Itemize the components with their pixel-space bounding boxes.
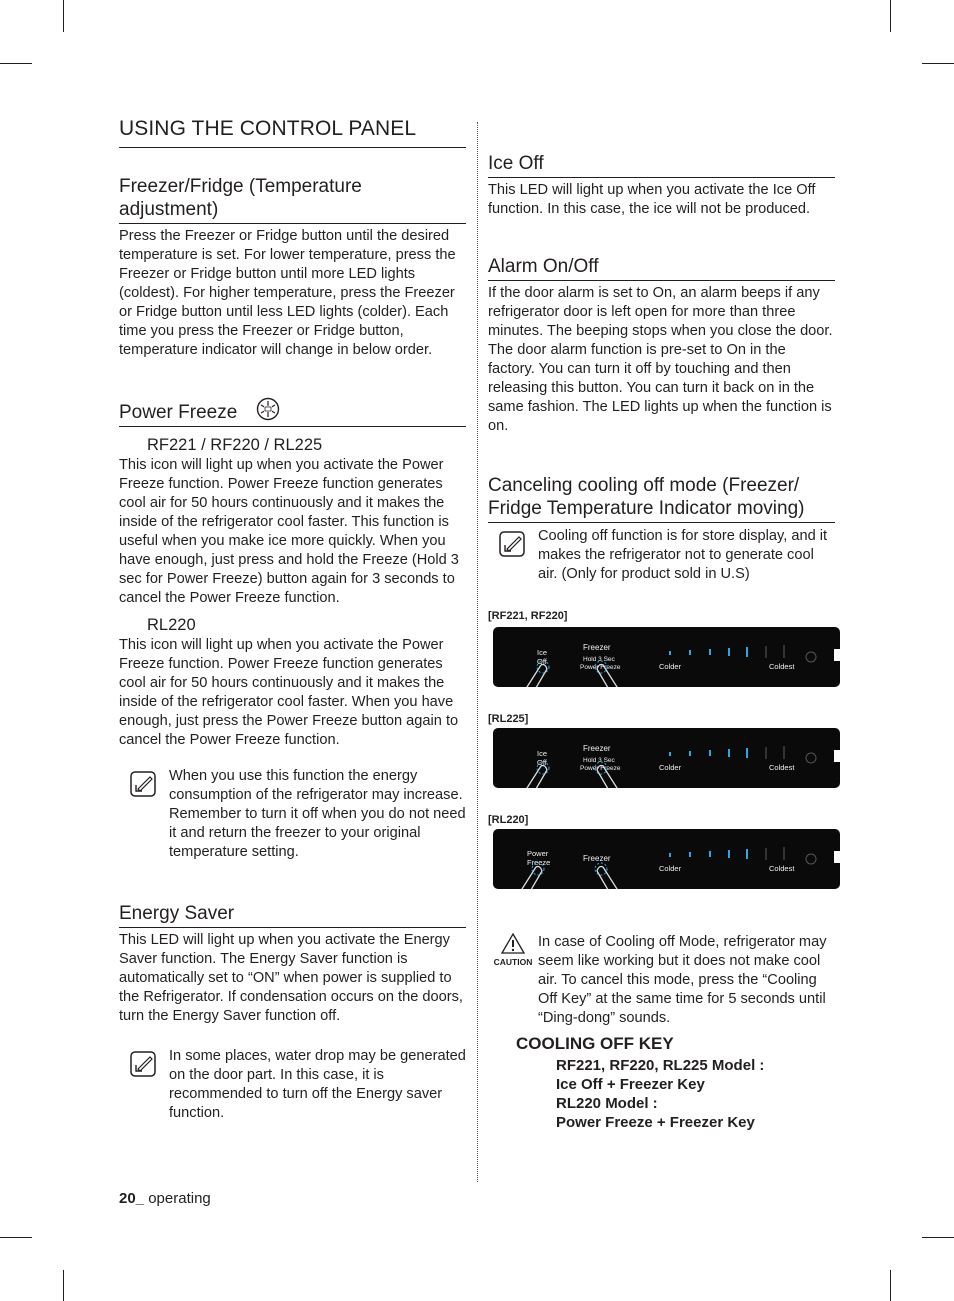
temp-led xyxy=(709,750,711,756)
model-rl220: RL220 xyxy=(147,616,196,634)
temp-led-off xyxy=(783,847,785,860)
temp-led-off xyxy=(765,848,767,860)
model-rl220-text: This icon will light up when you activate the Power Freeze function. Power Freeze function generates cool air for 50 hours continuously and it makes the inside of the refrigerator cool faster. When you have enough, just press the Power Freeze button again to cancel the Power Freeze function. xyxy=(119,637,459,748)
crop-mark xyxy=(0,1237,32,1238)
energy-saver-heading: Energy Saver xyxy=(119,902,466,928)
cooling-off-heading: Canceling cooling off mode (Freezer/ Fridge Temperature Indicator moving) xyxy=(488,474,835,523)
lock-icon xyxy=(805,752,817,764)
panel-ice-label: Ice xyxy=(537,749,548,758)
finger-press-icon xyxy=(503,758,563,788)
temp-led-off xyxy=(783,645,785,658)
temp-led xyxy=(728,648,730,656)
temp-led-off xyxy=(783,746,785,759)
temp-led-off xyxy=(765,646,767,658)
temp-led xyxy=(689,751,691,756)
finger-press-icon xyxy=(498,859,558,889)
cooling-key-title: COOLING OFF KEY xyxy=(516,1034,674,1053)
finger-press-icon xyxy=(503,657,563,687)
temp-led xyxy=(689,852,691,857)
ice-off-body: This LED will light up when you activate the Ice Off function. In this case, the ice will not be produced. xyxy=(488,182,816,217)
panel-off-label: Off xyxy=(537,758,547,767)
page-title: USING THE CONTROL PANEL xyxy=(119,117,466,148)
note-icon xyxy=(499,531,525,557)
panel-power-freeze-label: Power Freeze xyxy=(580,765,621,772)
caution-block xyxy=(488,933,835,1028)
left-column xyxy=(119,117,466,1123)
panel-colder-label: Colder xyxy=(659,662,682,671)
alarm-body: If the door alarm is set to On, an alarm beeps if any refrigerator door is left open for more than three minutes. The beeping stops when you close the door. The door alarm function is pre-set to On in the factory. You can turn it off by touching and then releasing this button. You can turn it back on in the same fashion. The LED lights up when the function is on. xyxy=(488,285,833,434)
panel-colder-label: Colder xyxy=(659,864,682,873)
panel-edge xyxy=(834,649,840,661)
panel-tag-rl225: [RL225] xyxy=(488,713,529,725)
warning-triangle-icon xyxy=(501,933,525,954)
control-panel-rl220 xyxy=(493,829,840,889)
panel-freezer-label: Freezer xyxy=(583,854,611,863)
power-freeze-note xyxy=(119,767,466,862)
temp-led xyxy=(709,649,711,655)
alarm-heading: Alarm On/Off xyxy=(488,255,835,281)
note-icon xyxy=(130,771,156,797)
control-panel-rf221 xyxy=(493,627,840,687)
crop-mark xyxy=(922,63,954,64)
crop-mark xyxy=(922,1237,954,1238)
crop-mark xyxy=(0,63,32,64)
page-footer xyxy=(119,1190,211,1207)
temp-led xyxy=(746,647,748,657)
lock-icon xyxy=(805,651,817,663)
panel-coldest-label: Coldest xyxy=(769,763,795,772)
panel-edge xyxy=(834,851,840,863)
panel-power-freeze-label: Power Freeze xyxy=(580,664,621,671)
panel-freezer-label: Freezer xyxy=(583,643,611,652)
footer-section: operating xyxy=(144,1190,211,1207)
cooling-key-line: Ice Off + Freezer Key xyxy=(556,1076,705,1093)
finger-press-icon xyxy=(593,859,653,889)
ice-off-heading: Ice Off xyxy=(488,152,835,178)
panel-ice-label: Ice xyxy=(537,648,548,657)
panel-freezer-label: Freezer xyxy=(583,744,611,753)
panel-colder-label: Colder xyxy=(659,763,682,772)
temp-led-off xyxy=(765,747,767,759)
cooling-key-lines xyxy=(556,1056,835,1132)
power-freeze-heading: Power Freeze xyxy=(119,402,238,423)
power-freeze-note-text: When you use this function the energy consumption of the refrigerator may increase. Remember to turn it off when you do not need it and return the freezer to your original temperature setting. xyxy=(169,768,466,860)
panel-coldest-label: Coldest xyxy=(769,662,795,671)
column-divider xyxy=(477,122,478,1182)
panel-edge xyxy=(834,750,840,762)
cooling-off-note xyxy=(488,527,835,584)
cooling-key-line: RL220 Model : xyxy=(556,1095,658,1112)
panel-freeze-label: Freeze xyxy=(527,858,551,867)
panel-tag-rf221: [RF221, RF220] xyxy=(488,610,568,622)
energy-saver-body: This LED will light up when you activate the Energy Saver function. The Energy Saver function is automatically set to “ON” when power is supplied to the Refrigerator. If condensation occurs on the doors, turn the Energy Saver function off. xyxy=(119,932,463,1024)
panel-coldest-label: Coldest xyxy=(769,864,795,873)
power-freeze-heading-row xyxy=(119,397,466,427)
caution-text: In case of Cooling off Mode, refrigerator may seem like working but it does not make cool air. To cancel this mode, press the “Cooling Off Key” at the same time for 5 seconds until “Ding-dong” sounds. xyxy=(538,934,827,1026)
temp-led xyxy=(728,850,730,858)
panel-tag-rl220: [RL220] xyxy=(488,814,529,826)
temp-led xyxy=(746,849,748,859)
temp-led xyxy=(728,749,730,757)
caution-badge xyxy=(488,933,538,967)
crop-mark xyxy=(890,0,891,32)
temp-led xyxy=(669,752,671,756)
cooling-off-key xyxy=(516,1034,835,1132)
cooling-off-note-text: Cooling off function is for store display, and it makes the refrigerator not to generate cool air. (Only for product sold in U.S) xyxy=(538,528,828,582)
panel-hold-label: Hold 3 Sec xyxy=(583,656,615,663)
panel-off-label: Off xyxy=(537,657,547,666)
model-rf221-text: This icon will light up when you activate the Power Freeze function. Power Freeze function generates cool air for 50 hours continuously and it makes the inside of the refrigerator cool faster. This function is useful when you make ice more quickly. When you have enough, just press and hold the Freeze (Hold 3 sec for Power Freeze) button again for 3 seconds to cancel the Power Freeze function. xyxy=(119,457,459,606)
temp-led xyxy=(689,650,691,655)
temp-led xyxy=(746,748,748,758)
temp-led xyxy=(709,851,711,857)
control-panel-rl225 xyxy=(493,728,840,788)
caution-label: CAUTION xyxy=(493,957,533,967)
cooling-key-line: Power Freeze + Freezer Key xyxy=(556,1114,755,1131)
crop-mark xyxy=(63,1270,64,1301)
temp-led xyxy=(669,853,671,857)
finger-press-icon xyxy=(593,657,653,687)
model-rf221: RF221 / RF220 / RL225 xyxy=(147,436,323,454)
energy-saver-note-text: In some places, water drop may be generated on the door part. In this case, it is recommended to turn off the Energy saver function. xyxy=(169,1048,466,1121)
crop-mark xyxy=(890,1270,891,1301)
panel-power-label: Power xyxy=(527,849,549,858)
power-freeze-icon xyxy=(256,397,280,421)
panel-hold-label: Hold 3 Sec xyxy=(583,757,615,764)
crop-mark xyxy=(63,0,64,32)
page-number: 20_ xyxy=(119,1190,145,1207)
temp-body: Press the Freezer or Fridge button until the desired temperature is set. For lower temperature, press the Freezer or Fridge button until more LED lights (coldest). For higher temperature, press the Freezer or Fridge button until less LED lights (colder). Each time you press the Freezer or Fridge button, temperature indicator will change in below order. xyxy=(119,228,456,358)
cooling-key-line: RF221, RF220, RL225 Model : xyxy=(556,1057,765,1074)
lock-icon xyxy=(805,853,817,865)
right-column xyxy=(488,152,835,1132)
energy-saver-note xyxy=(119,1047,466,1123)
temp-led xyxy=(669,651,671,655)
note-icon xyxy=(130,1051,156,1077)
finger-press-icon xyxy=(593,758,653,788)
temp-heading: Freezer/Fridge (Temperature adjustment) xyxy=(119,175,466,224)
